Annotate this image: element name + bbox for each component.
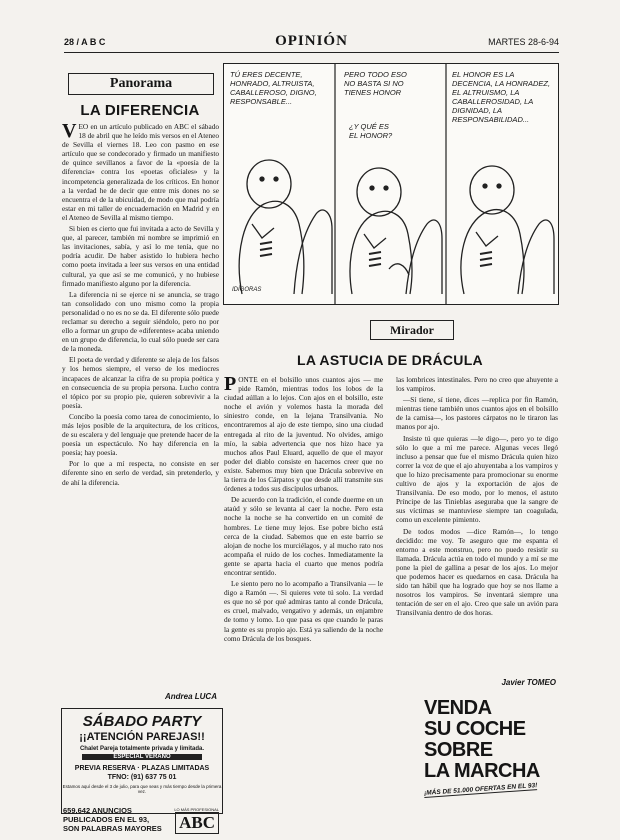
mirador-article-col2	[396, 375, 558, 670]
ad-line: 659.642 ANUNCIOS	[63, 806, 132, 815]
panorama-paragraph: La diferencia ni se ejerce ni se anuncia, se trago tan consolidado con uno mismo como la propia personalidad o no es no se da. El diferente sólo puede reclamar su derecho a seguir siéndolo, pero no por ello a formar un grupo de «diferentes» acaba uniendo en un grupo de diferencia, lo cual sólo puede ser cara de la moneda.	[62, 289, 219, 354]
abc-logo: ABC	[175, 812, 219, 834]
ad-info: PREVIA RESERVA · PLAZAS LIMITADAS	[74, 765, 210, 772]
panorama-article	[62, 122, 219, 690]
panorama-paragraph: Por lo que a mí respecta, no consiste en ser diferente sino en serlo de verdad, sin pretenderlo, y de ahí la diferencia.	[62, 459, 219, 487]
speech-bubble-3: EL HONOR ES LA DECENCIA, LA HONRADEZ, EL ALTRUISMO, LA CABALLEROSIDAD, LA DIGNIDAD, LA RESPONSABILIDAD...	[452, 70, 551, 124]
panorama-paragraph: El poeta de verdad y diferente se aleja de los falsos y los hemos siempre, el verso de los mediocres incapaces de alcanzar la cifra de su propia poética y en consecuencia de su propia persona. Lucho contra el tópico por su propio pie, quieren sobrevivir a la poesía.	[62, 355, 219, 410]
panorama-headline: LA DIFERENCIA	[80, 102, 200, 119]
panorama-paragraph: EO en un artículo publicado en ABC el sábado 18 de abril que he leído mis versos en el Ateneo de Sevilla el viernes 18. Leo con pasmo en ese artículo que se condecorado y firmado un manifiesto de quince sevillanos a favor de la «poesía de la diferencia» contra los «poetas oficiales» y la incompetencia generalizada de los críticos. En honor a la verdad he de decir que entre mis dones no se encuentra el de la ubicuidad, de modo que mal podría estar en mi taller de encuadernación en Madrid y en el Ateneo de Sevilla al mismo tiempo.	[62, 122, 219, 222]
mirador-headline: LA ASTUCIA DE DRÁCULA	[297, 352, 483, 368]
ad-line: SON PALABRAS MAYORES	[63, 824, 162, 833]
mirador-paragraph: Insiste tú que quieras —le digo—, pero yo te digo sólo lo que a mí me parece. Algunas veces llegó incluso a pensar que fue el mismo Drácula quien hizo correr la voz de que el ajo ahuyentaba a los vampiros y que lo hizo precisamente para promocionar su enorme cultivo de ajos y la exportación de ajos de Transilvania. De eso modo, por lo menos, el astuto Príncipe de las Tinieblas aseguraba que la sangre de sus víctimas se mantuviese siempre tan coagulada, como un excelente pimiento.	[396, 433, 558, 525]
mirador-paragraph: Le siento pero no lo acompaño a Transilvania — le digo a Ramón —. Si quieres vete tú solo. La verdad es que no sé por qué admiras tanto al conde Drácula, es cruel, malvado, vengativo y además, un enjambre de tomo y lomo. Lo que pasa es que cuando le paras la gente es su propio ajo. Está ya saliendo de la noche como Drácula de los bosques.	[224, 579, 383, 643]
mirador-paragraph: las lombrices intestinales. Pero no creo que ahuyente a los vampiros.	[396, 375, 558, 394]
issue-date: MARTES 28-6-94	[488, 37, 559, 47]
drop-cap: V	[62, 122, 77, 142]
ad-tagline: ¡MÁS DE 51.000 OFERTAS EN EL 93!	[423, 782, 538, 797]
ad-line: PUBLICADOS EN EL 93,	[63, 815, 150, 824]
ad-tag: LO MÁS PROFESIONAL	[174, 807, 219, 812]
mirador-paragraph: —Sí tiene, sí tiene, dices —replica por fin Ramón, mientras tiene también unos cuantos ajos en el bolsillo de la camisa—, los pastores cárpatos no le tiraron las manos por ajo.	[396, 395, 558, 432]
mirador-paragraph: De acuerdo con la tradición, el conde duerme en un ataúd y sólo se levanta al caer la noche. Pero esta noche la noche se ha convertido en un comité de hombres. Le tiene muy lejos. Ese pobre bicho está cerca de la ciudad. Sabemos que en este barrio se alojan de noche los murciélagos, y al mucho rato nos acompaña el ruido de los coches. Inmediatamente la gente se aparta hacia el cuarto que menos podría encontrar sentido.	[224, 495, 383, 577]
mirador-box-title: Mirador	[370, 320, 454, 340]
ad-venda-coche	[414, 698, 559, 810]
ad-phone: TFNO: (91) 637 75 01	[107, 774, 177, 781]
mirador-paragraph: ONTE en el bolsillo unos cuantos ajos — me pide Ramón, mientras todos los lobos de la ciudad aúllan a lo lejos. Con ajos en el bolsillo, este noche el avión y volemos hasta la morada del siniestro conde, en la lejana Transilvania. No encontraremos al ajo de este tiempo, sino una ciudad entregada al rito de la juventud. No olvides, amigo mío, la sabia advertencia que nos hizo hace ya muchos años Paul Eluard, aquello de que el mayor poder del diablo consiste en hacernos creer que no existe. Sabemos muy bien que Drácula sobrevive en la tierra de los Cárpatos y que desde allí transmite sus órdenes a todos sus discípulos urbanos.	[224, 375, 383, 494]
panorama-paragraph: Concibo la poesía como tarea de conocimiento, lo más lejos posible de la arquitectura, de los críticos, de su escalera y del lenguaje que pretende hacer de la poesía un espectáculo. No hay diferencia en la poesía; hay poesía.	[62, 411, 219, 458]
ad-line: SU COCHE	[424, 718, 526, 740]
cartoon-strip	[223, 63, 559, 305]
mirador-signature: Javier TOMEO	[501, 678, 556, 687]
page-number: 28 / A B C	[64, 37, 106, 47]
ad-subtitle: ¡¡ATENCIÓN PAREJAS!!	[79, 731, 205, 743]
panorama-signature: Andrea LUCA	[164, 692, 217, 701]
panorama-box-title: Panorama	[68, 73, 214, 95]
ad-description: Chalet Pareja totalmente privada y limitada.	[79, 746, 205, 752]
mirador-article-col1	[224, 375, 383, 830]
ad-abc-anuncios	[61, 806, 221, 834]
page-header	[64, 33, 559, 53]
drop-cap: P	[224, 375, 237, 395]
ad-fine-print: Estamos aquí desde el 3 de julio, para que seas y más tiempo desde la primera vez.	[62, 784, 222, 794]
ad-sabado-party	[61, 708, 223, 814]
ad-badge: ESPECIAL VERANO	[82, 754, 202, 760]
section-title: OPINIÓN	[275, 33, 348, 49]
speech-bubble-2a: PERO TODO ESO NO BASTA SI NO TIENES HONOR	[344, 70, 407, 97]
panorama-paragraph: Si bien es cierto que fui invitada a acto de Sevilla y que, al parecer, también mi nombre se imprimió en las invitaciones, sabía, y así lo me tenía, que no podría acudir. De haber asistido lo hubiera hecho como poeta invitada a leer sus versos en una entidad cultural, ya que así se me comunicó, y no hubiese firmado manifiesto alguno por la diferencia.	[62, 224, 219, 288]
speech-bubble-1: TÚ ERES DECENTE, HONRADO, ALTRUISTA, CABALLEROSO, DIGNO, RESPONSABLE...	[230, 70, 317, 106]
ad-line: SOBRE	[424, 739, 493, 761]
ad-line: VENDA	[424, 697, 492, 719]
ad-headline	[424, 698, 540, 782]
ad-line: LA MARCHA	[424, 760, 540, 782]
ad-lines	[63, 806, 162, 833]
ad-title: SÁBADO PARTY	[82, 713, 202, 730]
speech-bubble-2b: ¿Y QUÉ ES EL HONOR?	[349, 122, 393, 140]
cartoon-signature: IDÍGORAS	[232, 287, 262, 293]
mirador-paragraph: De todos modos —dice Ramón—, lo tengo decidido: me voy. Te aseguro que me espanta el entorno a este monstruo, pero no puedo resistir su llamada. Drácula actúa en todo el mundo y a mí se me pone la piel de gallina a pesar de los ajos. Lo mejor que podemos hacer es quedarnos en casa. Drácula ha sido tan hábil que ha logrado que hoy se nos llame a nosotros los vampiros. Se inventará siempre una tentación de ser en el ajo. Creo que sale un avión para Transilvania dentro de dos horas.	[396, 526, 558, 618]
